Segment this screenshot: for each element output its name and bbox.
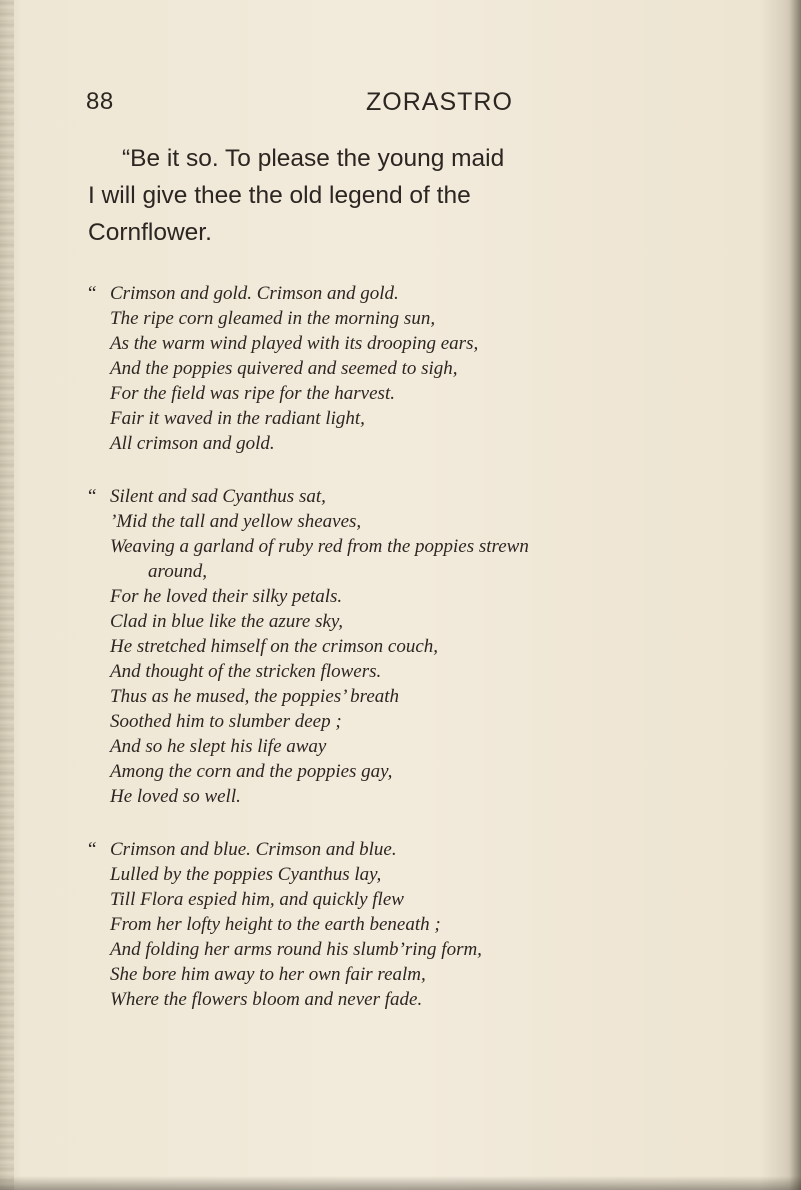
poem-line: From her lofty height to the earth beneath ; [110,914,441,935]
poem-line: For the field was ripe for the harvest. [110,383,395,404]
poem-line: As the warm wind played with its drooping ears, [110,333,479,354]
poem-line: Till Flora espied him, and quickly flew [110,889,404,910]
page-gutter-left [0,0,14,1190]
poem-line: For he loved their silky petals. [110,586,343,607]
poem-line: He loved so well. [110,786,241,807]
intro-line: “Be it so. To please the young maid [122,145,505,172]
poem-line-text: Silent and sad Cyanthus sat, [110,486,326,507]
poem-stanza-2 [88,484,728,809]
poem-line: Soothed him to slumber deep ; [110,711,342,732]
poem-line-text: Crimson and gold. Crimson and gold. [110,283,399,304]
intro-line: Cornflower. [88,219,212,246]
poem-line: And thought of the stricken flowers. [110,661,382,682]
poem-stanza-3 [88,837,728,1012]
open-quote: “ [88,486,97,507]
page-edge-right [789,0,801,1190]
poem-line: The ripe corn gleamed in the morning sun, [110,308,436,329]
poem-line: And folding her arms round his slumb’ring form, [110,939,482,960]
poem-line-text: Crimson and blue. Crimson and blue. [110,839,397,860]
open-quote: “ [88,839,97,860]
open-quote: “ [88,283,97,304]
intro-paragraph [88,140,708,251]
poem-line: She bore him away to her own fair realm, [110,964,426,985]
poem-line: Clad in blue like the azure sky, [110,611,344,632]
poem-line: Thus as he mused, the poppies’ breath [110,686,400,707]
poem-line: ’Mid the tall and yellow sheaves, [110,511,362,532]
poem-line [88,484,728,509]
poem-line: And so he slept his life away [110,736,327,757]
page-number: 88 [86,88,114,115]
intro-line: I will give thee the old legend of the [88,182,471,209]
poem-line-continuation: around, [148,561,207,582]
poem-line [88,281,728,306]
poem-line: Where the flowers bloom and never fade. [110,989,423,1010]
poem-line: Among the corn and the poppies gay, [110,761,393,782]
poem-line: Fair it waved in the radiant light, [110,408,365,429]
poem-line: Weaving a garland of ruby red from the poppies strewn [110,536,529,557]
page-edge-bottom [0,1176,801,1190]
poem-line: All crimson and gold. [110,433,275,454]
poem-line: Lulled by the poppies Cyanthus lay, [110,864,382,885]
poem-stanza-1 [88,281,728,456]
poem-line: And the poppies quivered and seemed to sigh, [110,358,458,379]
poem-line [88,837,728,862]
poem-line: He stretched himself on the crimson couch, [110,636,439,657]
page-header [0,88,801,122]
running-title: ZORASTRO [366,88,513,116]
